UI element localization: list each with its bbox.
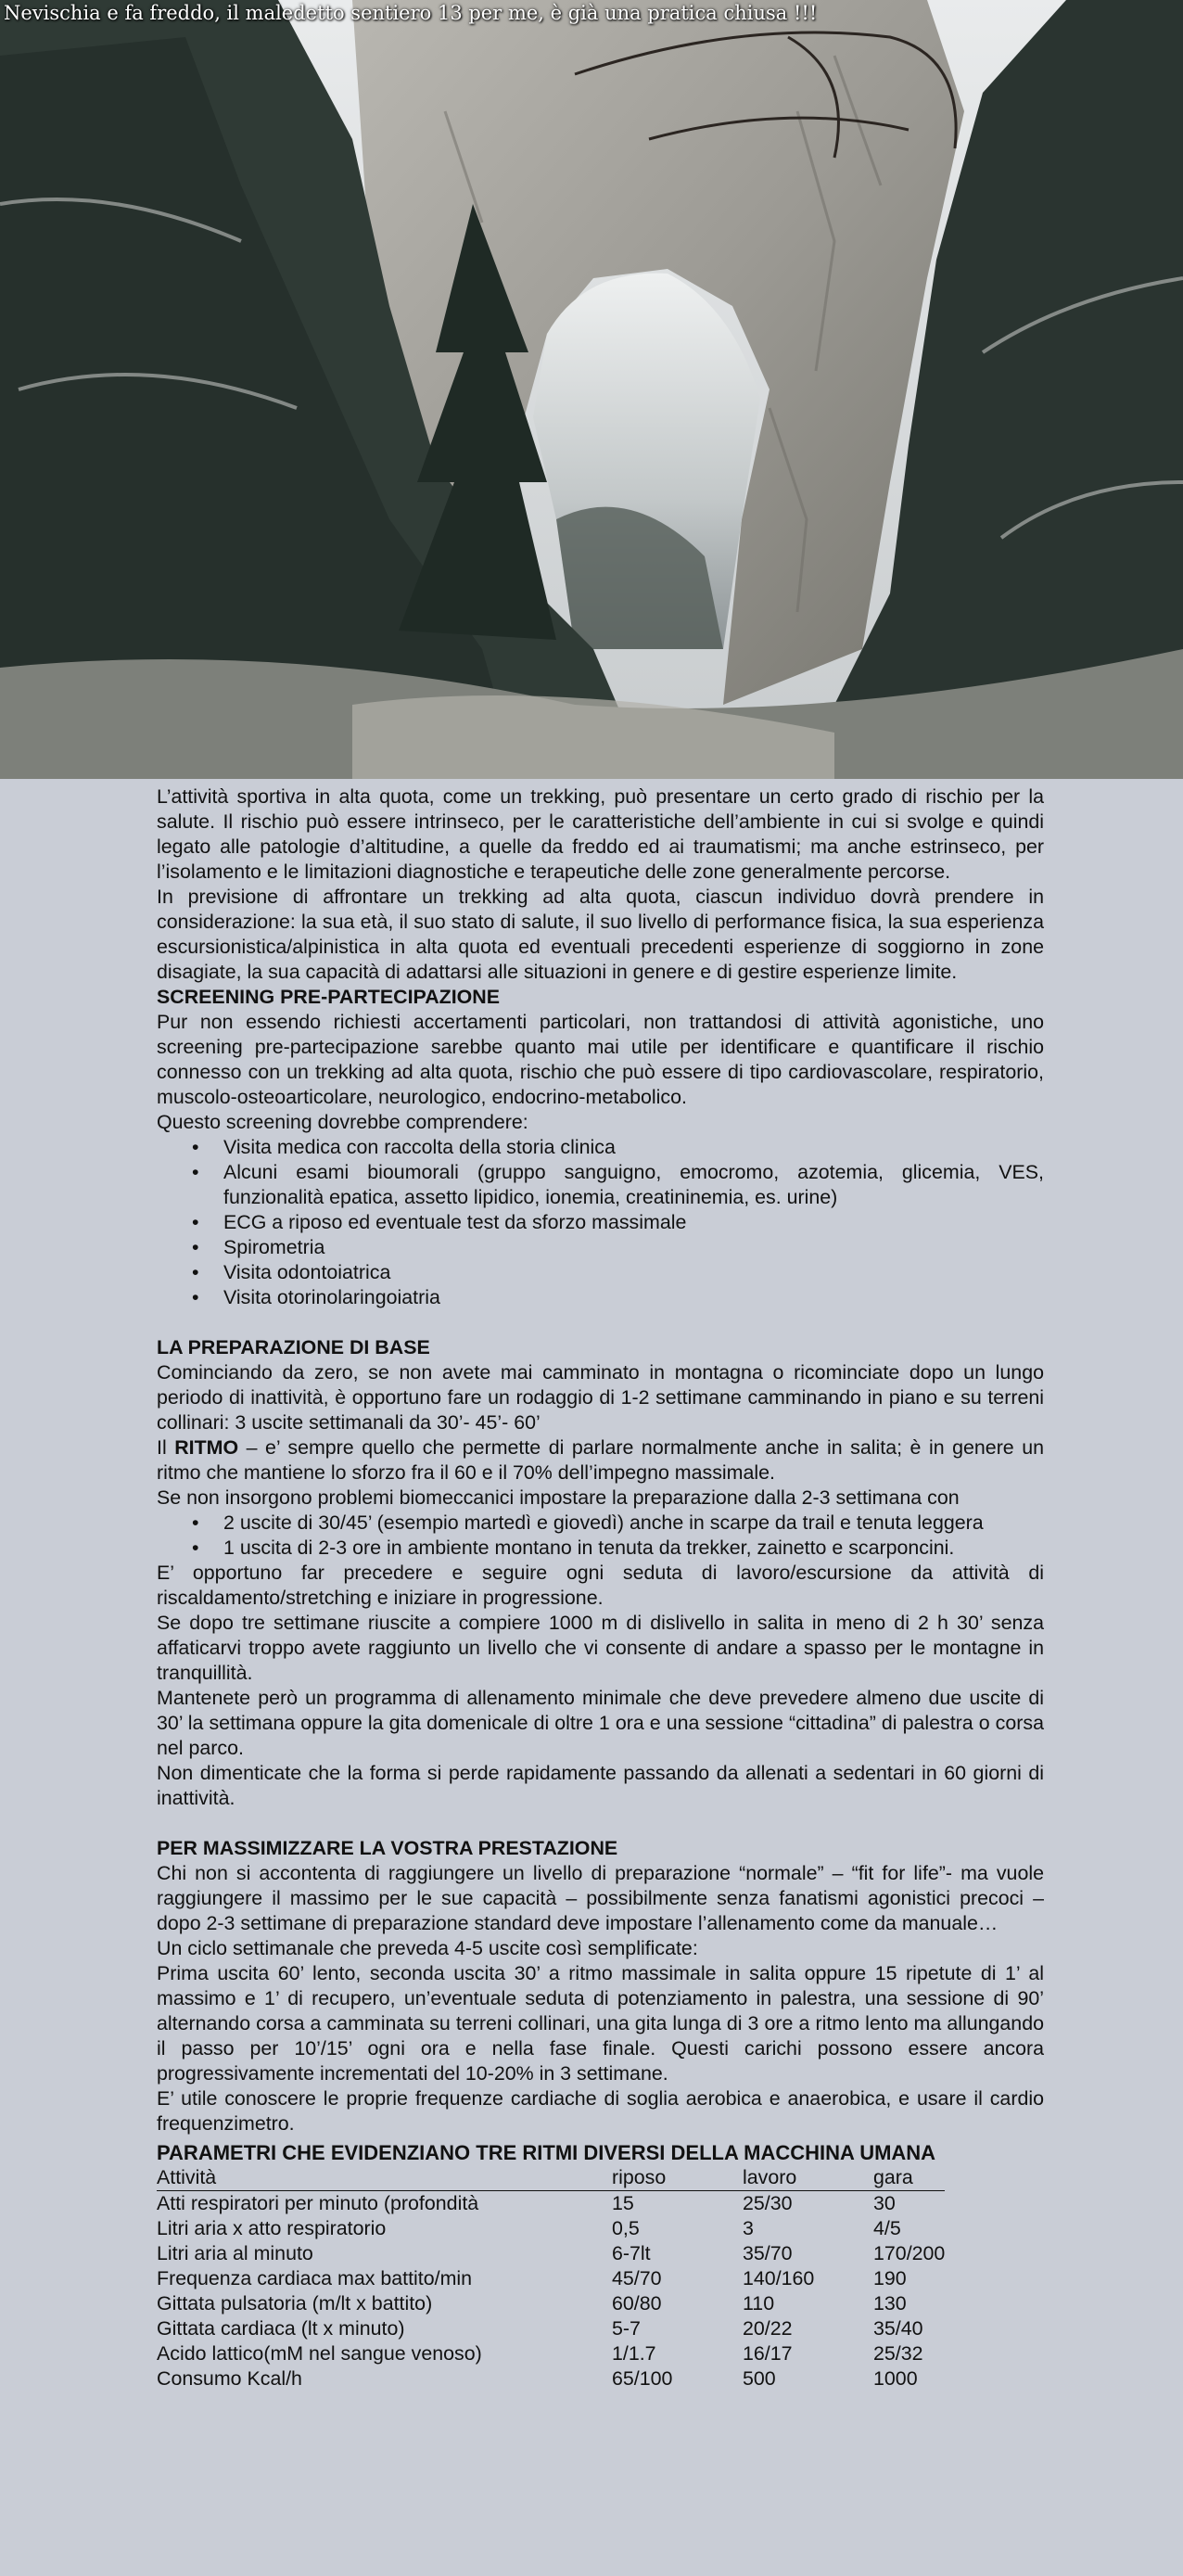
- screening-heading: SCREENING PRE-PARTECIPAZIONE: [157, 986, 501, 1008]
- table-cell: 6-7lt: [612, 2242, 651, 2264]
- max-paragraph-3: Prima uscita 60’ lento, seconda uscita 30’ a ritmo massimale in salita oppure 15 ripetute di 1’ al massimo e 1’ di recupero, un’eventuale seduta di potenziamento in palestra, una sessione di 90’ alternando corsa a camminata su terreni collinari, una gita lunga di 3 ore a ritmo lento ma allungando il passo per 10’/15’ ogni ora e nella fase finale. Questi carichi possono essere ancora progressivamente incrementati del 10-20% in 3 settimane.: [157, 1962, 1044, 2085]
- intro-paragraph-1: L’attività sportiva in alta quota, come un trekking, può presentare un certo grado di rischio per la salute. Il rischio può essere intrinseco, per le caratteristiche dell’ambiente in cui si svolge e quindi legato alle patologie d’altitudine, a quelle da freddo ed ai traumatismi; ma anche estrinseco, per l’isolamento e le limitazioni diagnostiche e terapeutiche delle zone generalmente percorse.: [157, 785, 1044, 883]
- screening-list: [157, 1135, 1044, 1310]
- table-title: PARAMETRI CHE EVIDENZIANO TRE RITMI DIVERSI DELLA MACCHINA UMANA: [157, 2141, 936, 2164]
- table-cell: 15: [612, 2192, 634, 2214]
- table-cell: 170/200: [873, 2242, 946, 2264]
- table-cell: 25/32: [873, 2342, 923, 2365]
- table-row: [157, 2291, 945, 2316]
- column-header: Attività: [157, 2165, 612, 2191]
- table-cell: 5-7: [612, 2317, 641, 2340]
- base-paragraph-3: Se non insorgono problemi biomeccanici impostare la preparazione dalla 2-3 settimana con: [157, 1486, 960, 1509]
- list-item: • 2 uscite di 30/45’ (esempio martedì e giovedì) anche in scarpe da trail e tenuta leggera: [223, 1511, 1044, 1536]
- table-cell: Consumo Kcal/h: [157, 2367, 302, 2390]
- photo-caption: Nevischia e fa freddo, il maledetto sentiero 13 per me, è già una pratica chiusa !!!: [4, 2, 818, 24]
- list-item: • Visita odontoiatrica: [223, 1260, 1044, 1285]
- column-header: riposo: [612, 2165, 743, 2191]
- table-cell: 60/80: [612, 2292, 662, 2315]
- max-paragraph-2: Un ciclo settimanale che preveda 4-5 uscite così semplificate:: [157, 1937, 698, 1959]
- table-cell: Litri aria al minuto: [157, 2242, 313, 2264]
- list-item: • Visita otorinolaringoiatria: [223, 1285, 1044, 1310]
- table-cell: 130: [873, 2292, 907, 2315]
- list-item: • Spirometria: [223, 1235, 1044, 1260]
- table-cell: 140/160: [743, 2267, 815, 2289]
- list-item: • Alcuni esami bioumorali (gruppo sanguigno, emocromo, azotemia, glicemia, VES, funzionalità epatica, assetto lipidico, ionemia, creatininemia, es. urine): [223, 1160, 1044, 1210]
- article-body: [157, 784, 1044, 2391]
- table-cell: 1/1.7: [612, 2342, 656, 2365]
- mountain-arch-illustration: [0, 0, 1183, 779]
- table-row: [157, 2366, 945, 2391]
- list-item: • ECG a riposo ed eventuale test da sforzo massimale: [223, 1210, 1044, 1235]
- table-cell: 16/17: [743, 2342, 793, 2365]
- max-paragraph-1: Chi non si accontenta di raggiungere un livello di preparazione “normale” – “fit for life”- ma vuole raggiungere il massimo per le sue capacità – possibilmente senza fanatismi agonistici precoci – dopo 2-3 settimane di preparazione standard deve impostare l’allenamento come da manuale…: [157, 1862, 1044, 1934]
- table-cell: 1000: [873, 2367, 918, 2390]
- table-cell: 20/22: [743, 2317, 793, 2340]
- base-heading: LA PREPARAZIONE DI BASE: [157, 1336, 430, 1358]
- table-row: [157, 2316, 945, 2341]
- max-heading: PER MASSIMIZZARE LA VOSTRA PRESTAZIONE: [157, 1837, 618, 1859]
- column-header: gara: [873, 2165, 945, 2191]
- intro-paragraph-2: In previsione di affrontare un trekking ad alta quota, ciascun individuo dovrà prendere in considerazione: la sua età, il suo stato di salute, il suo livello di performance fisica, la sua esperienza escursionistica/alpinistica in alta quota ed eventuali precedenti esperienze di soggiorno in zone disagiate, la sua capacità di adattarsi alle situazioni in genere e di gestire esperienze limite.: [157, 886, 1044, 983]
- table-row: [157, 2191, 945, 2217]
- table-cell: 35/40: [873, 2317, 923, 2340]
- base-list: [157, 1511, 1044, 1561]
- table-row: [157, 2341, 945, 2366]
- table-cell: Atti respiratori per minuto (profondità: [157, 2192, 479, 2214]
- table-cell: 30: [873, 2192, 896, 2214]
- list-item: • 1 uscita di 2-3 ore in ambiente montano in tenuta da trekker, zainetto e scarponcini.: [223, 1536, 1044, 1561]
- table-header-row: [157, 2165, 945, 2191]
- table-cell: 65/100: [612, 2367, 673, 2390]
- table-cell: 35/70: [743, 2242, 793, 2264]
- table-cell: 190: [873, 2267, 907, 2289]
- table-cell: 3: [743, 2217, 754, 2239]
- table-row: [157, 2266, 945, 2291]
- table-cell: 110: [743, 2292, 775, 2315]
- base-paragraph-5: Se dopo tre settimane riuscite a compiere 1000 m di dislivello in salita in meno di 2 h 30’ senza affaticarvi troppo avete raggiunto un livello che vi consente di andare a spasso per le montagne in tranquillità.: [157, 1612, 1044, 1684]
- table-cell: Acido lattico(mM nel sangue venoso): [157, 2342, 482, 2365]
- column-header: lavoro: [743, 2165, 873, 2191]
- ritmo-label: RITMO: [174, 1436, 239, 1459]
- table-cell: 500: [743, 2367, 776, 2390]
- table-row: [157, 2216, 945, 2241]
- table-cell: Litri aria x atto respiratorio: [157, 2217, 387, 2239]
- table-cell: Frequenza cardiaca max battito/min: [157, 2267, 473, 2289]
- base-paragraph-4: E’ opportuno far precedere e seguire ogni seduta di lavoro/escursione da attività di riscaldamento/stretching e iniziare in progressione.: [157, 1562, 1044, 1609]
- hero-photo: [0, 0, 1183, 779]
- screening-paragraph: Pur non essendo richiesti accertamenti particolari, non trattandosi di attività agonistiche, uno screening pre-partecipazione sarebbe quanto mai utile per identificare e quantificare il rischio connesso con un trekking ad alta quota, rischio che può essere di tipo cardiovascolare, respiratorio, muscolo-osteoarticolare, neurologico, endocrino-metabolico.: [157, 1011, 1044, 1108]
- base-paragraph-7: Non dimenticate che la forma si perde rapidamente passando da allenati a sedentari in 60 giorni di inattività.: [157, 1762, 1044, 1809]
- table-cell: 0,5: [612, 2217, 640, 2239]
- base-paragraph-ritmo: Il RITMO – e’ sempre quello che permette di parlare normalmente anche in salita; è in genere un ritmo che mantiene lo sforzo fra il 60 e il 70% dell’impegno massimale.: [157, 1436, 1045, 1484]
- table-cell: Gittata cardiaca (lt x minuto): [157, 2317, 405, 2340]
- parameters-table: [157, 2165, 945, 2391]
- table-cell: 45/70: [612, 2267, 662, 2289]
- table-cell: 25/30: [743, 2192, 793, 2214]
- list-item: • Visita medica con raccolta della storia clinica: [223, 1135, 1044, 1160]
- max-paragraph-4: E’ utile conoscere le proprie frequenze cardiache di soglia aerobica e anaerobica, e usare il cardio frequenzimetro.: [157, 2087, 1044, 2135]
- table-cell: Gittata pulsatoria (m/lt x battito): [157, 2292, 433, 2315]
- table-row: [157, 2241, 945, 2266]
- screening-lead: Questo screening dovrebbe comprendere:: [157, 1111, 528, 1133]
- base-paragraph-1: Cominciando da zero, se non avete mai camminato in montagna o ricominciate dopo un lungo periodo di inattività, è opportuno fare un rodaggio di 1-2 settimane camminando in piano e su terreni collinari: 3 uscite settimanali da 30’- 45’- 60’: [157, 1361, 1044, 1434]
- table-cell: 4/5: [873, 2217, 901, 2239]
- base-paragraph-6: Mantenete però un programma di allenamento minimale che deve prevedere almeno due uscite di 30’ la settimana oppure la gita domenicale di oltre 1 ora e una sessione “cittadina” di palestra o corsa nel parco.: [157, 1687, 1044, 1759]
